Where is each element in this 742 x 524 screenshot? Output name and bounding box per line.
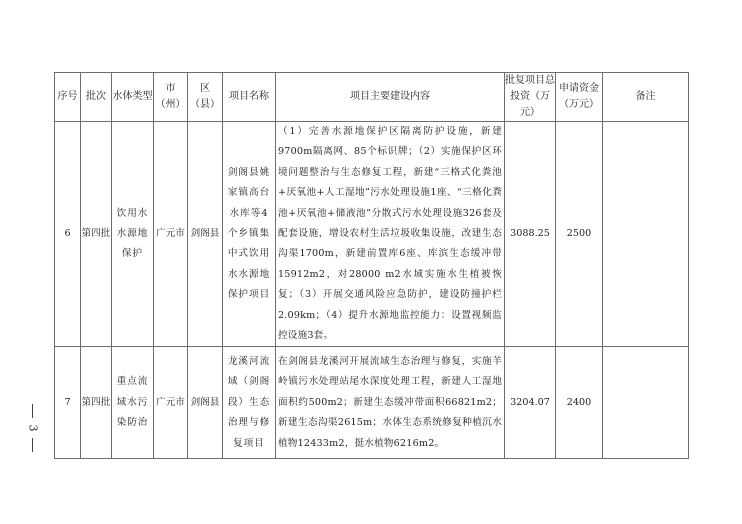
cell-total-investment: 3088.25 [505, 122, 556, 347]
cell-content: 在剑阁县龙溪河开展流域生态治理与修复，实施羊岭镇污水处理站尾水深度处理工程，新建人工湿地面积约500m2；新建生态缓冲带面积66821m2；新建生态沟渠2615m；水体生态系统修复种植沉水植物12433m2，挺水植物6216m2。 [276, 347, 505, 459]
cell-batch: 第四批 [81, 347, 112, 459]
project-table [54, 72, 689, 459]
cell-county: 剑阁县 [188, 122, 223, 347]
cell-project-name: 剑阁县姚家镇高台水库等4个乡镇集中式饮用水水源地保护项目 [223, 122, 276, 347]
page-number-text: 3 [26, 424, 39, 432]
cell-county: 剑阁县 [188, 347, 223, 459]
page-number-dash [32, 404, 33, 418]
page-number [26, 404, 38, 464]
header-content: 项目主要建设内容 [276, 73, 505, 122]
cell-total-investment: 3204.07 [505, 347, 556, 459]
header-city: 市（州） [154, 73, 188, 122]
cell-remarks [603, 347, 689, 459]
header-requested-funds: 申请资金（万元） [556, 73, 603, 122]
table-row [55, 347, 689, 459]
cell-requested-funds: 2400 [556, 347, 603, 459]
header-county: 区（县） [188, 73, 223, 122]
header-water-type: 水体类型 [112, 73, 154, 122]
cell-water-type: 重点流域水污染防治 [112, 347, 154, 459]
cell-city: 广元市 [154, 122, 188, 347]
cell-no: 7 [55, 347, 81, 459]
header-batch: 批次 [81, 73, 112, 122]
cell-project-name: 龙溪河流域（剑阁段）生态治理与修复项目 [223, 347, 276, 459]
cell-no: 6 [55, 122, 81, 347]
cell-requested-funds: 2500 [556, 122, 603, 347]
cell-water-type: 饮用水水源地保护 [112, 122, 154, 347]
page-number-dash [32, 438, 33, 452]
header-project-name: 项目名称 [223, 73, 276, 122]
header-row [55, 73, 689, 122]
table-row [55, 122, 689, 347]
cell-city: 广元市 [154, 347, 188, 459]
header-no: 序号 [55, 73, 81, 122]
cell-remarks [603, 122, 689, 347]
cell-batch: 第四批 [81, 122, 112, 347]
cell-content: （1）完善水源地保护区隔离防护设施，新建9700m隔离网、85个标识牌；（2）实施保护区环境问题整治与生态修复工程，新建“三格式化粪池+厌氧池+人工湿地”污水处理设施1座、“三格化粪池+厌氧池+储液池”分散式污水处理设施326套及配套设施，增设农村生活垃圾收集设施，改建生态沟渠1700m，新建前置库6座、库滨生态缓冲带15912m2，对28000 m2水域实施水生植被恢复；（3）开展交通风险应急防护，建设防撞护栏2.09km；（4）提升水源地监控能力：设置视频监控设施3套。 [276, 122, 505, 347]
header-remarks: 备注 [603, 73, 689, 122]
header-total-investment: 批复项目总投资（万元） [505, 73, 556, 122]
